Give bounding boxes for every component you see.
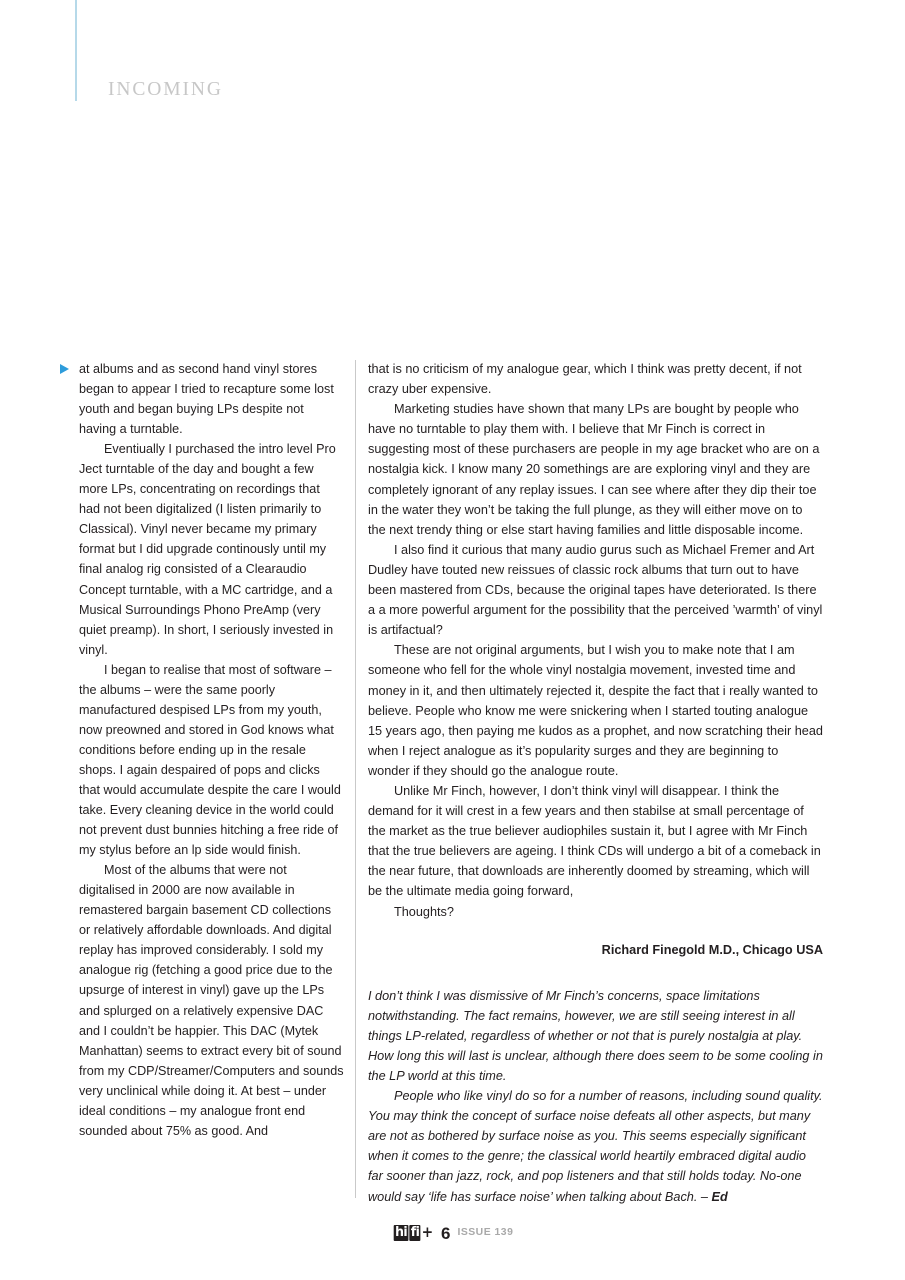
paragraph: I don’t think I was dismissive of Mr Finch’s concerns, space limitations notwithstanding. The fact remains, however, we are still seeing interest in all things LP-related, regardless of whether or not that is purely nostalgia at play. How long this will last is unclear, although there does seem to be some cooling in the LP world at this time. — [368, 988, 823, 1083]
paragraph: These are not original arguments, but I wish you to make note that I am someone who fell for the whole vinyl nostalgia movement, invested time and money in it, and then ultimately rejected it, despite the fact that i really wanted to believe. People who know me were snickering when I started touting analogue 15 years ago, then paying me kudos as a prophet, and now scratching their head when I reject analogue as it’s popularity surges and they are beginning to wonder if they should go the analogue route. — [368, 643, 823, 778]
article-body — [0, 359, 905, 1209]
letter-signature: Richard Finegold M.D., Chicago USA — [601, 942, 823, 957]
paragraph: Most of the albums that were not digitalised in 2000 are now available in remastered bargain basement CD collections or relatively affordable downloads. And digital replay has improved considerably. I sold my analogue rig (fetching a good price due to the upsurge of interest in vinyl) gave up the LPs and splurged on a relatively expensive DAC and I couldn’t be happier. This DAC (Mytek Manhattan) seems to extract every bit of sound from my CDP/Streamer/Computers and sounds very unclinical while doing it. At best – under ideal conditions – my analogue front end sounded about 75% as good. And — [79, 863, 344, 1138]
continuation-paragraph-wrap — [79, 359, 344, 439]
editor-reply — [368, 986, 823, 1207]
page-footer — [0, 1218, 905, 1248]
paragraph: that is no criticism of my analogue gear, which I think was pretty decent, if not crazy uber expensive. — [368, 362, 802, 397]
issue-label: ISSUE 139 — [457, 1226, 514, 1238]
paragraph: I began to realise that most of software – the albums – were the same poorly manufactured despised LPs from my youth, now preowned and stored in God knows what conditions before ending up in the resale shops. I again despaired of pops and clicks that would accumulate despite the care I would take. Every cleaning device in the world could not prevent dust bunnies hitching a free ride of my stylus before an lp side would finish. — [79, 662, 341, 858]
logo-plus-icon: + — [421, 1223, 433, 1241]
continuation-arrow-icon — [60, 364, 69, 374]
paragraph: at albums and as second hand vinyl stores began to appear I tried to recapture some lost youth and began buying LPs despite not having a turntable. — [79, 362, 334, 437]
left-column — [79, 359, 344, 1141]
column-divider — [355, 360, 356, 1198]
right-column — [368, 359, 823, 1207]
hifiplus-logo — [393, 1225, 432, 1241]
section-title: INCOMING — [108, 79, 223, 100]
paragraph-text: People who like vinyl do so for a number of reasons, including sound quality. You may think the concept of surface noise defeats all other aspects, but many are not as bothered by surface noise as you. This seems especially significant when it comes to the genre; the classical world heartily embraced digital audio far sooner than jazz, rock, and pop listeners and that still holds today. No-one would say ‘life has surface noise’ when talking about Bach. – — [368, 1089, 823, 1204]
page-masthead — [0, 0, 905, 130]
paragraph: Unlike Mr Finch, however, I don’t think vinyl will disappear. I think the demand for it will crest in a few years and then stabilse at small percentage of the market as the true believer audiophiles sustain it, but I agree with Mr Finch that the true believers are ageing. I think CDs will undergo a bit of a comeback in the near future, that downloads are inherently doomed by streaming, which will be the ultimate media going forward, — [368, 783, 821, 899]
paragraph: Marketing studies have shown that many LPs are bought by people who have no turntable to play them with. I believe that Mr Finch is correct in suggesting most of these purchasers are people in my age bracket who are on a nostalgia kick. I know many 20 somethings are are exploring vinyl and they are completely ignorant of any replay issues. I can see where after they dip their toe in the water they won’t be taking the full plunge, as they will either move on to the next trendy thing or else start having families and little disposable income. — [368, 402, 820, 537]
editor-signoff: Ed — [711, 1189, 728, 1204]
logo-fi: fi — [410, 1224, 419, 1240]
paragraph — [368, 1086, 823, 1207]
masthead-accent-rule — [75, 0, 77, 101]
paragraph: Eventiually I purchased the intro level Pro Ject turntable of the day and bought a few more LPs, concentrating on recordings that had not been digitalized (I listen primarily to Classical). Vinyl never became my primary format but I did upgrade continously until my final analog rig consisted of a Clearaudio Concept turntable, with a MC cartridge, and a Musical Surroundings Phono PreAmp (very quiet preamp). In short, I seriously invested in vinyl. — [79, 442, 336, 657]
paragraph: Thoughts? — [394, 904, 454, 919]
paragraph: I also find it curious that many audio gurus such as Michael Fremer and Art Dudley have touted new reissues of classic rock albums that turn out to have been mastered from CDs, because the original tapes have deteriorated. Is there a a more powerful argument for the possibility that the perceived ’warmth’ of vinyl is artifactual? — [368, 542, 823, 638]
page-number: 6 — [440, 1223, 451, 1243]
logo-hi: hi — [394, 1224, 407, 1240]
